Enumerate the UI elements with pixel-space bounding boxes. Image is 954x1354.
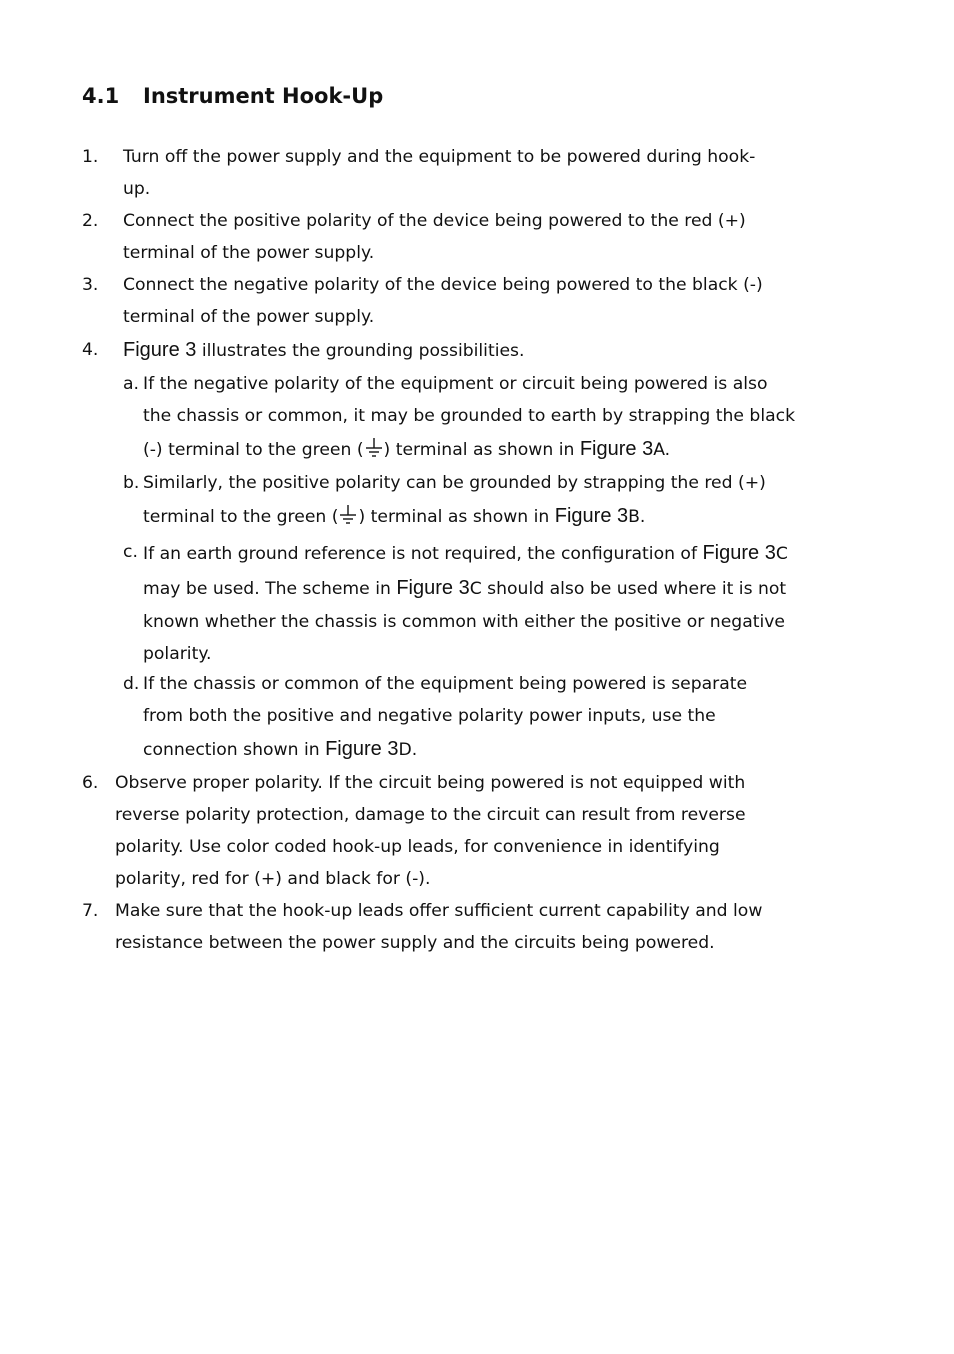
list-item-line: polarity. Use color coded hook-up leads, for convenience in identifying <box>115 837 720 857</box>
list-item-number: 1. <box>82 147 99 167</box>
list-item-line: Observe proper polarity. If the circuit being powered is not equipped with <box>115 773 746 793</box>
sub-item-label: c. <box>123 542 138 562</box>
list-item-text: illustrates the grounding possibilities. <box>196 341 525 361</box>
sub-item-text: connection shown in <box>143 740 326 760</box>
sub-item-text: A. <box>653 440 671 460</box>
section-heading <box>82 84 383 108</box>
sub-item-text: terminal to the green ( <box>143 507 339 527</box>
list-item-line: terminal of the power supply. <box>123 243 375 263</box>
sub-item-text: D. <box>398 740 418 760</box>
sub-item-text: (-) terminal to the green ( <box>143 440 364 460</box>
sub-item-label: a. <box>123 374 139 394</box>
list-item-line: Make sure that the hook-up leads offer sufficient current capability and low <box>115 901 763 921</box>
figure-reference: Figure 3 <box>123 339 197 361</box>
list-item-line: reverse polarity protection, damage to the circuit can result from reverse <box>115 805 746 825</box>
sub-item-text: B. <box>628 507 646 527</box>
figure-reference: Figure 3 <box>579 438 654 460</box>
list-item-line: up. <box>123 179 151 199</box>
sub-item-text: may be used. The scheme in <box>143 579 397 599</box>
list-item-line: resistance between the power supply and the circuits being powered. <box>115 933 715 953</box>
list-item-line: Connect the negative polarity of the device being powered to the black (-) <box>123 275 763 295</box>
figure-reference: Figure 3 <box>325 738 399 760</box>
sub-item-label: d. <box>123 674 140 694</box>
list-item-line: Turn off the power supply and the equipment to be powered during hook- <box>123 147 756 167</box>
list-item-number: 7. <box>82 901 99 921</box>
list-item-number: 3. <box>82 275 99 295</box>
sub-item-line: known whether the chassis is common with either the positive or negative <box>143 612 785 632</box>
list-item-number: 4. <box>82 340 99 360</box>
list-item-number: 2. <box>82 211 99 231</box>
sub-item-line: If the negative polarity of the equipment or circuit being powered is also <box>143 374 768 394</box>
sub-item-label: b. <box>123 473 140 493</box>
section-title: Instrument Hook-Up <box>143 84 384 108</box>
sub-item-text: ) terminal as shown in <box>358 507 555 527</box>
sub-item-text: C <box>775 544 788 564</box>
list-item-line: terminal of the power supply. <box>123 307 375 327</box>
sub-item-text: C should also be used where it is not <box>469 579 787 599</box>
sub-item-line: Similarly, the positive polarity can be grounded by strapping the red (+) <box>143 473 766 493</box>
sub-item-line: polarity. <box>143 644 212 664</box>
figure-reference: Figure 3 <box>702 542 776 564</box>
sub-item-line: the chassis or common, it may be grounded to earth by strapping the black <box>143 406 796 426</box>
sub-item-line: If the chassis or common of the equipment being powered is separate <box>143 674 748 694</box>
sub-item-text: ) terminal as shown in <box>383 440 580 460</box>
list-item-line: polarity, red for (+) and black for (-). <box>115 869 431 889</box>
figure-reference: Figure 3 <box>396 577 470 599</box>
sub-item-line: from both the positive and negative polarity power inputs, use the <box>143 706 716 726</box>
list-item-line: Connect the positive polarity of the device being powered to the red (+) <box>123 211 746 231</box>
list-item-number: 6. <box>82 773 99 793</box>
sub-item-text: If an earth ground reference is not required, the configuration of <box>143 544 703 564</box>
section-number: 4.1 <box>82 84 120 108</box>
figure-reference: Figure 3 <box>554 505 629 527</box>
earth-ground-icon <box>338 504 358 526</box>
earth-ground-icon <box>364 437 384 459</box>
